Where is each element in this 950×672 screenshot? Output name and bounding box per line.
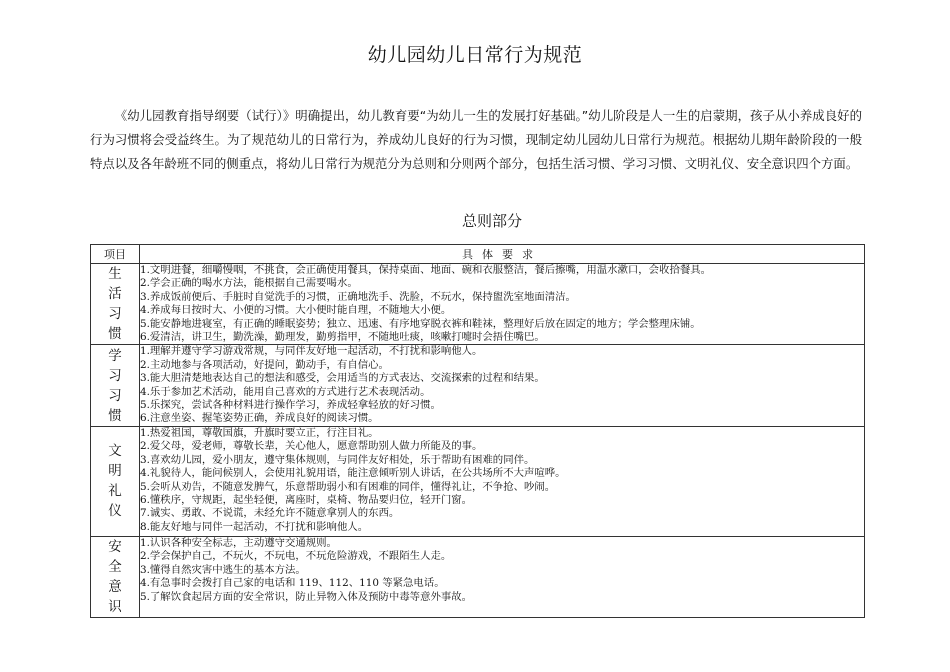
list-item: 1.热爱祖国，尊敬国旗，升旗时要立正，行注目礼。 <box>140 426 379 439</box>
items-cell <box>140 264 865 345</box>
list-item: 2.爱父母，爱老师，尊敬长辈，关心他人，愿意帮助别人做力所能及的事。 <box>140 440 483 453</box>
list-item: 5.会听从劝告，不随意发脾气，乐意帮助弱小和有困难的同伴，懂得礼让，不争抢、吵闹。 <box>140 480 556 493</box>
list-item: 3.懂得自然灾害中逃生的基本方法。 <box>140 563 306 576</box>
list-item: 4.有急事时会拨打自己家的电话和 119、112、110 等紧急电话。 <box>140 577 445 590</box>
header-item: 项目 <box>91 245 140 264</box>
list-item: 5.了解饮食起居方面的安全常识，防止异物入体及预防中毒等意外事故。 <box>140 590 473 603</box>
category-label: 生活习惯 <box>108 266 122 343</box>
list-item: 5.乐探究，尝试各种材料进行操作学习，养成轻拿轻放的好习惯。 <box>140 399 441 412</box>
category-label: 学习习惯 <box>108 347 122 424</box>
list-item: 5.能安静地进寝室，有正确的睡眠姿势；独立、迅速、有序地穿脱衣裤和鞋袜，整理好后放在固定的地方；学会整理床铺。 <box>140 317 701 330</box>
list-item: 4.礼貌待人，能问候别人，会使用礼貌用语，能注意倾听别人讲话，在公共场所不大声喧哗。 <box>140 467 566 480</box>
category-cell <box>91 426 140 536</box>
table-row-safety <box>91 536 865 617</box>
section-title: 总则部分 <box>461 212 522 230</box>
rule-list <box>140 427 864 534</box>
rules-table <box>90 244 865 618</box>
table-row-living-habits <box>91 264 865 345</box>
list-item: 2.学会保护自己，不玩火，不玩电，不玩危险游戏，不跟陌生人走。 <box>140 550 452 563</box>
items-cell <box>140 345 865 426</box>
items-cell <box>140 536 865 617</box>
list-item: 6.注意坐姿、握笔姿势正确，养成良好的阅读习惯。 <box>140 412 379 425</box>
intro-paragraph: 《幼儿园教育指导纲要（试行）》明确提出，幼儿教育要“为幼儿一生的发展打好基础。”幼儿阶段是人一生的启蒙期，孩子从小养成良好的行为习惯将会受益终生。为了规范幼儿的日常行为，养成幼儿良好的行为习惯，现制定幼儿园幼儿日常行为规范。根据幼儿期年龄阶段的一般特点以及各年龄班不同的侧重点，将幼儿日常行为规范分为总则和分则两个部分，包括生活习惯、学习习惯、文明礼仪、安全意识四个方面。 <box>90 108 862 172</box>
table-header-row <box>91 245 865 264</box>
list-item: 6.爱清洁，讲卫生，勤洗澡，勤理发，勤剪指甲，不随地吐痰，咳嗽打嚏时会捂住嘴巴。 <box>140 331 545 344</box>
list-item: 1.文明进餐，细嚼慢咽，不挑食，会正确使用餐具，保持桌面、地面、碗和衣服整洁，餐后擦嘴，用温水漱口，会收拾餐具。 <box>140 264 712 276</box>
table-row-etiquette <box>91 426 865 536</box>
header-requirements: 具体要求 <box>140 245 865 264</box>
rule-list <box>140 537 864 604</box>
category-cell <box>91 536 140 617</box>
list-item: 1.理解并遵守学习游戏常规，与同伴友好地一起活动，不打扰和影响他人。 <box>140 345 483 358</box>
list-item: 4.养成每日按时大、小便的习惯。大小便时能自理，不随地大小便。 <box>140 304 452 317</box>
category-cell <box>91 264 140 345</box>
list-item: 4.乐于参加艺术活动，能用自己喜欢的方式进行艺术表现活动。 <box>140 385 431 398</box>
list-item: 7.诚实、勇敢、不说谎，未经允许不随意拿别人的东西。 <box>140 507 400 520</box>
list-item: 2.主动地参与各项活动，好提问，勤动手，有自信心。 <box>140 358 389 371</box>
category-cell <box>91 345 140 426</box>
rule-list <box>140 345 864 425</box>
table-row-study-habits <box>91 345 865 426</box>
list-item: 6.懂秩序，守规距，起坐轻便，离座时，桌椅、物品要归位，轻开门窗。 <box>140 493 473 506</box>
document-title: 幼儿园幼儿日常行为规范 <box>367 44 583 66</box>
list-item: 1.认识各种安全标志，主动遵守交通规则。 <box>140 536 337 549</box>
list-item: 3.喜欢幼儿园，爱小朋友，遵守集体规则，与同伴友好相处，乐于帮助有困难的同伴。 <box>140 453 535 466</box>
items-cell <box>140 426 865 536</box>
list-item: 8.能友好地与同伴一起活动，不打扰和影响他人。 <box>140 520 369 533</box>
list-item: 3.能大胆清楚地表达自己的想法和感受，会用适当的方式表达、交流探索的过程和结果。 <box>140 372 545 385</box>
category-label: 文明礼仪 <box>108 443 122 520</box>
list-item: 3.养成饭前便后、手脏时自觉洗手的习惯，正确地洗手、洗脸，不玩水，保持盥洗室地面清洁。 <box>140 290 576 303</box>
list-item: 2.学会正确的喝水方法，能根据自己需要喝水。 <box>140 277 358 290</box>
category-label: 安全意识 <box>108 538 122 615</box>
rule-list <box>140 264 864 344</box>
